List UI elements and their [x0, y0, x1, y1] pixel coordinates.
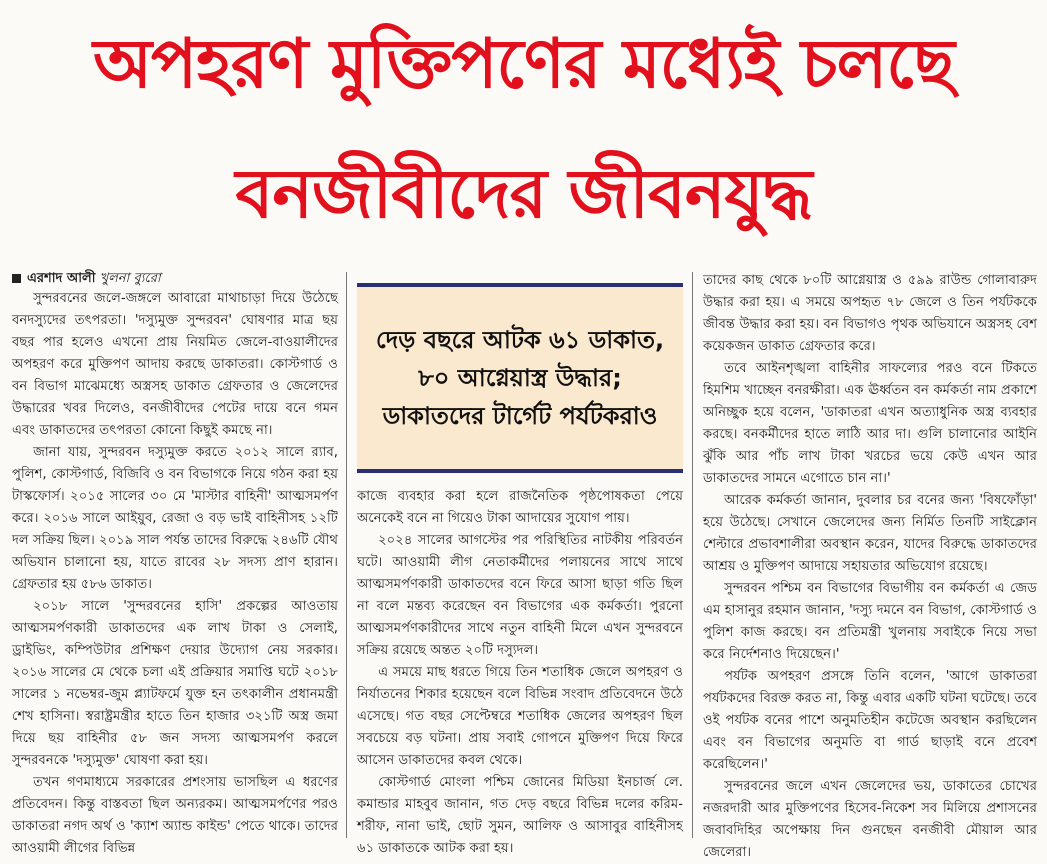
byline-author: এরশাদ আলী [27, 271, 96, 286]
paragraph: আরেক কর্মকর্তা জানান, দুবলার চর বনের জন্য 'বিষফোঁড়া' হয়ে উঠেছে। সেখানে জেলেদের জন্য নির্মিত তিনটি সাইক্লোন শেল্টারে প্রভাবশালীরা অবস্থান করেন, যাদের বিরুদ্ধে ডাকাতদের আশ্রয় ও মুক্তিপণ আদায়ে সহায়তার অভিযোগ রয়েছে। [703, 493, 1037, 574]
column-divider [692, 272, 693, 838]
column-divider [346, 272, 347, 838]
paragraph: সুন্দরবনের জলে এখন জেলেদের ভয়, ডাকাতের চোখের নজরদারী আর মুক্তিপণের হিসেব-নিকেশ সব মিলিয়ে প্রশাসনের জবাবদিহির অপেক্ষায় দিন গুনছেন বনজীবী মৌয়াল আর জেলেরা। [703, 779, 1037, 860]
paragraph: তাদের কাছ থেকে ৮০টি আগ্নেয়াস্ত্র ও ৫৯৯ রাউন্ড গোলাবারুদ উদ্ধার করা হয়। এ সময়ে অপহৃত ৭৮ জেলে ও তিন পর্যটককে জীবন্ত উদ্ধার করা হয়। বন বিভাগও পৃথক অভিযানে অস্ত্রসহ বেশ কয়েকজন ডাকাত গ্রেফতার করে। [703, 273, 1037, 354]
article-column-3 [703, 270, 1037, 860]
highlight-box-title: দেড় বছরে আটক ৬১ ডাকাত, ৮০ আগ্নেয়াস্ত্র উদ্ধার; ডাকাতদের টার্গেট পর্যটকরাও [375, 326, 665, 430]
paragraph: তবে আইনশৃঙ্খলা বাহিনীর সাফল্যের পরও বনে টিকতে হিমশিম খাচ্ছেন বনরক্ষীরা। এক ঊর্ধ্বতন বন কর্মকর্তা নাম প্রকাশে অনিচ্ছুক হয়ে বলেন, 'ডাকাতরা এখন অত্যাধুনিক অস্ত্র ব্যবহার করছে। বনকর্মীদের হাতে লাঠি আর দা। গুলি চালানোর আইনি ঝুঁকি আর পাঁচ লাখ টাকা খরচের ভয়ে কেউ এখন আর ডাকাতদের সামনে এগোতে চান না।' [703, 361, 1037, 486]
headline-line-1: অপহরণ মুক্তিপণের মধ্যেই চলছে [93, 25, 954, 104]
byline [12, 270, 338, 288]
article-column-1 [12, 270, 338, 856]
paragraph: ২০২৪ সালের আগস্টের পর পরিস্থিতির নাটকীয় পরিবর্তন ঘটে। আওয়ামী লীগ নেতাকর্মীদের পলায়নের সাথে সাথে আত্মসমর্পণকারী ডাকাতদের বনে ফিরে আসা ছাড়া গতি ছিল না বলে মন্তব্য করেছেন বন বিভাগের এক কর্মকর্তা। পুরনো আত্মসমর্পণকারীদের সাথে নতুন বাহিনী মিলে এখন সুন্দরবনে সক্রিয় রয়েছে অন্তত ২০টি দস্যুদল। [357, 533, 683, 658]
headline-line-2: বনজীবীদের জীবনযুদ্ধ [235, 155, 812, 234]
byline-square-icon [12, 274, 21, 283]
paragraph: সুন্দরবন পশ্চিম বন বিভাগের বিভাগীয় বন কর্মকর্তা এ জেড এম হাসানুর রহমান জানান, 'দস্যু দমনে বন বিভাগ, কোস্টগার্ড ও পুলিশ কাজ করছে। বন প্রতিমন্ত্রী খুলনায় সবাইকে নিয়ে সভা করে নির্দেশনাও দিয়েছেন।' [703, 581, 1037, 662]
paragraph: পর্যটক অপহরণ প্রসঙ্গে তিনি বলেন, 'আগে ডাকাতরা পর্যটকদের বিরক্ত করত না, কিন্তু এবার একটি ঘটনা ঘটেছে। তবে ওই পর্যটক বনের পাশে অনুমতিহীন কটেজে অবস্থান করছিলেন এবং বন বিভাগের অনুমতি বা গার্ড ছাড়াই বনে প্রবেশ করেছিলেন।' [703, 669, 1037, 772]
paragraph: সুন্দরবনের জলে-জঙ্গলে আবারো মাথাচাড়া দিয়ে উঠেছে বনদস্যুদের তৎপরতা। 'দস্যুমুক্ত সুন্দরবন' ঘোষণার মাত্র ছয় বছর পার হলেও এখনো প্রায় নিয়মিত জেলে-বাওয়ালীদের অপহরণ করে মুক্তিপণ আদায় করছে ডাকাতরা। কোস্টগার্ড ও বন বিভাগ মাঝেমধ্যে অস্ত্রসহ ডাকাত গ্রেফতার ও জেলেদের উদ্ধারের খবর দিলেও, বনজীবীদের পেটের দায়ে বনে গমন এবং ডাকাতদের তৎপরতা কোনো কিছুই কমছে না। [12, 291, 338, 438]
paragraph: জানা যায়, সুন্দরবন দস্যুমুক্ত করতে ২০১২ সালে র‍্যাব, পুলিশ, কোস্টগার্ড, বিজিবি ও বন বিভাগকে নিয়ে গঠন করা হয় টাস্কফোর্স। ২০১৫ সালের ৩০ মে 'মাস্টার বাহিনী' আত্মসমর্পণ করে। ২০১৬ সালে আইয়ুব, রেজা ও বড় ভাই বাহিনীসহ ১২টি দল সক্রিয় ছিল। ২০১৯ সাল পর্যন্ত তাদের বিরুদ্ধে ২৪৬টি যৌথ অভিযান চালানো হয়, যাতে রাবের ২৮ সদস্য প্রাণ হারান। গ্রেফতার হয় ৫৮৬ ডাকাত। [12, 445, 338, 592]
paragraph: ২০১৮ সালে 'সুন্দরবনের হাসি' প্রকল্পের আওতায় আত্মসমর্পণকারী ডাকাতদের এক লাখ টাকা ও সেলাই, ড্রাইভিং, কম্পিউটার প্রশিক্ষণ দেয়ার উদ্যোগ নেয় সরকার। ২০১৬ সালের মে থেকে চলা এই প্রক্রিয়ার সমাপ্তি ঘটে ২০১৮ সালের ১ নভেম্বর-জুম প্ল্যাটফর্মে যুক্ত হন তৎকালীন প্রধানমন্ত্রী শেখ হাসিনা। স্বরাষ্ট্রমন্ত্রীর হাতে তিন হাজার ৩২১টি অস্ত্র জমা দিয়ে ছয় বাহিনীর ৫৮ জন সদস্য আত্মসমর্পণ করলে সুন্দরবনকে 'দস্যুমুক্ত' ঘোষণা করা হয়। [12, 599, 338, 768]
paragraph: তখন গণমাধ্যমে সরকারের প্রশংসায় ভাসছিল এ ধরণের প্রতিবেদন। কিন্তু বাস্তবতা ছিল অন্যরকম। আত্মসমর্পণের পরও ডাকাতরা নগদ অর্থ ও 'ক্যাশ অ্যান্ড কাইন্ড' পেতে থাকে। তাদের আওয়ামী লীগের বিভিন্ন [12, 775, 338, 856]
paragraph: এ সময়ে মাছ ধরতে গিয়ে তিন শতাধিক জেলে অপহরণ ও নির্যাতনের শিকার হয়েছেন বলে বিভিন্ন সংবাদ প্রতিবেদনে উঠে এসেছে। গত বছর সেপ্টেম্বরে শতাধিক জেলের অপহরণ ছিল সবচেয়ে বড় ঘটনা। প্রায় সবাই গোপনে মুক্তিপণ দিয়ে ফিরে আসেন ডাকাতদের কবল থেকে। [357, 665, 683, 768]
paragraph: কাজে ব্যবহার করা হলে রাজনৈতিক পৃষ্ঠপোষকতা পেয়ে অনেকেই বনে না গিয়েও টাকা আদায়ের সুযোগ পায়। [357, 489, 683, 526]
paragraph: কোস্টগার্ড মোংলা পশ্চিম জোনের মিডিয়া ইনচার্জ লে. কমান্ডার মাহবুব জানান, গত দেড় বছরে বিভিন্ন দলের করিম-শরীফ, নানা ভাই, ছোট সুমন, আলিফ ও আসাবুর বাহিনীসহ ৬১ ডাকাতকে আটক করা হয়। [357, 775, 683, 856]
byline-bureau: খুলনা ব্যুরো [99, 271, 161, 286]
article-column-2 [357, 486, 683, 856]
highlight-box [357, 283, 683, 473]
